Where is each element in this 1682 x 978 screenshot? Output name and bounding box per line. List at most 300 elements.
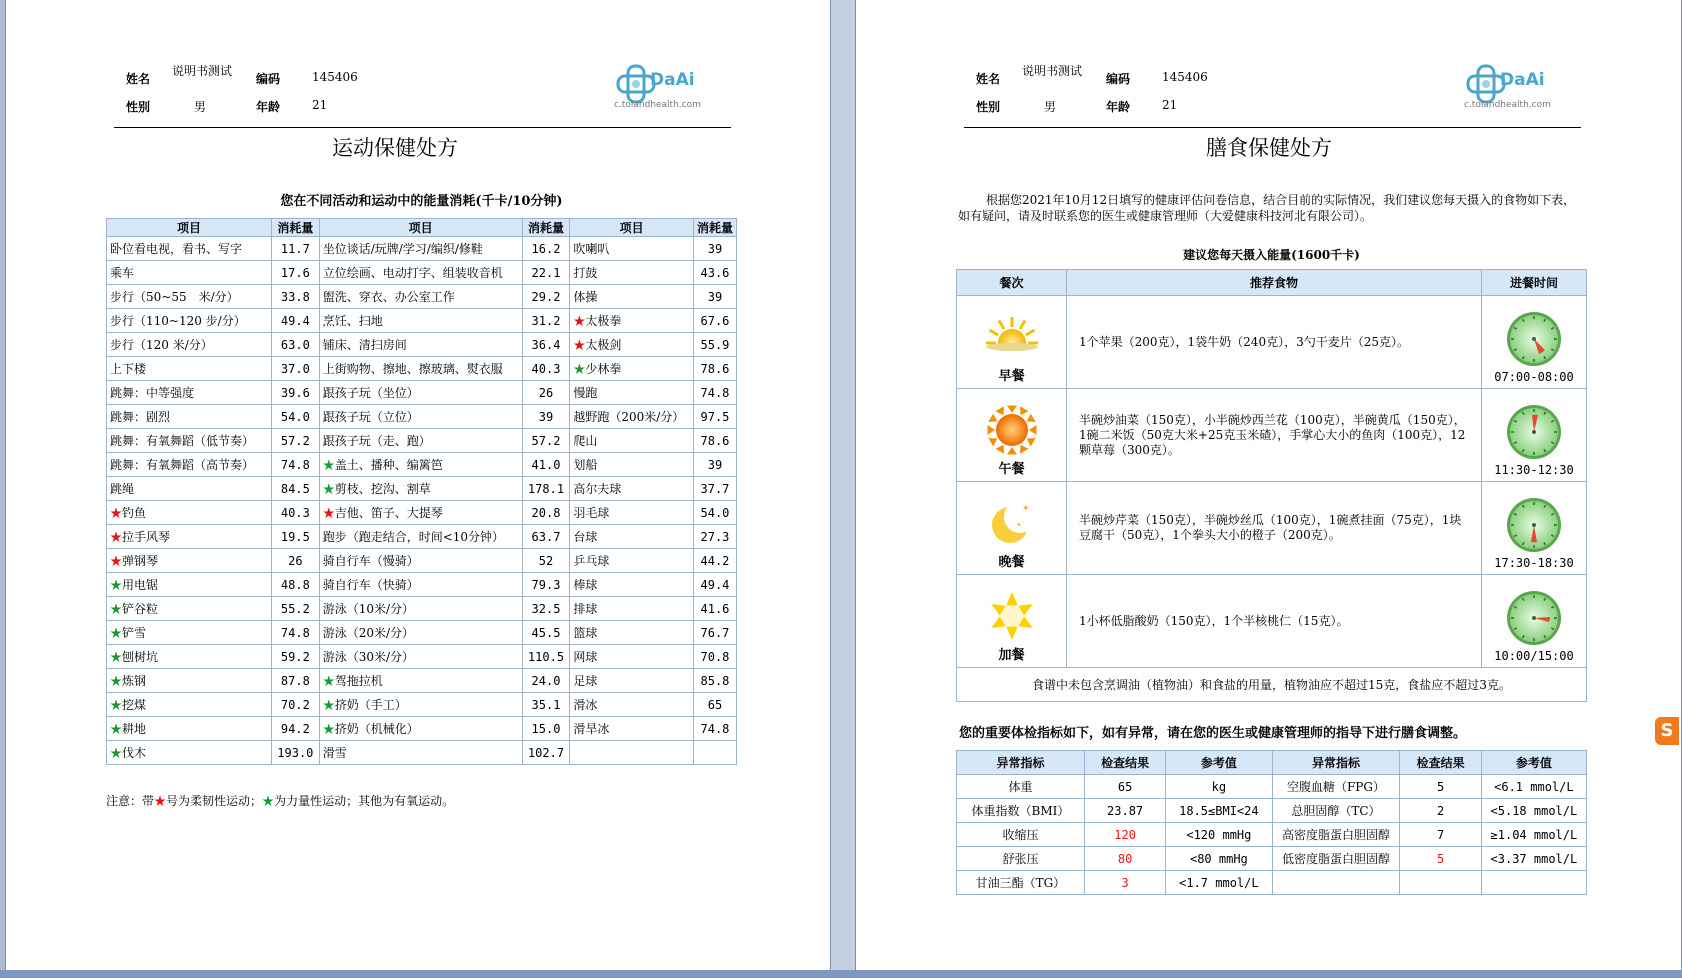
meal-cell (957, 575, 1067, 668)
activity-cell (319, 693, 522, 717)
activity-cell (107, 549, 272, 573)
indicator-name: 甘油三酯（TG） (957, 871, 1085, 895)
activity-cell (107, 741, 272, 765)
logo-text: DaAi (650, 70, 695, 90)
activity-cell (570, 549, 694, 573)
green-star-icon: ★ (322, 458, 335, 472)
energy-cost: 57.2 (272, 429, 320, 453)
energy-cost: 76.7 (693, 621, 736, 645)
energy-cost: 87.8 (272, 669, 320, 693)
energy-cost: 110.5 (522, 645, 570, 669)
col-cost: 消耗量 (522, 219, 570, 237)
indicator-reference (1481, 871, 1586, 895)
status-bar (0, 970, 1682, 978)
energy-cost: 36.4 (522, 333, 570, 357)
name-label: 姓名 (976, 72, 1001, 86)
indicator-name: 高密度脂蛋白胆固醇 (1272, 823, 1400, 847)
table-row (107, 717, 737, 741)
energy-cost: 74.8 (693, 717, 736, 741)
activity-cell (107, 429, 272, 453)
activity-name: 吉他、笛子、大提琴 (334, 506, 443, 520)
clock-icon (1505, 589, 1563, 647)
activity-name: 游泳（10米/分） (322, 602, 415, 616)
activity-cell (570, 501, 694, 525)
energy-cost: 32.5 (522, 597, 570, 621)
clock-icon (1505, 496, 1563, 554)
activity-name: 弹钢琴 (122, 554, 159, 568)
logo-url: c.tolandhealth.com (1464, 100, 1551, 110)
table-row (107, 573, 737, 597)
energy-cost (693, 741, 736, 765)
activity-cell (107, 621, 272, 645)
energy-cost: 39 (522, 405, 570, 429)
activity-name: 爬山 (573, 434, 598, 448)
red-star-icon: ★ (573, 314, 586, 328)
table-row (957, 823, 1587, 847)
activity-cell (107, 693, 272, 717)
energy-cost: 45.5 (522, 621, 570, 645)
meal-time: 07:00-08:00 (1494, 370, 1574, 384)
activity-name: 烹饪、扫地 (322, 314, 383, 328)
activity-name: 游泳（20米/分） (322, 626, 415, 640)
table-row (107, 501, 737, 525)
gender-label: 性别 (976, 100, 1001, 114)
activity-cell (570, 525, 694, 549)
activity-name: 棒球 (573, 578, 598, 592)
energy-cost: 39 (693, 285, 736, 309)
energy-subtitle: 您在不同活动和运动中的能量消耗(千卡/10分钟) (280, 194, 563, 209)
activity-cell (319, 501, 522, 525)
code-label: 编码 (256, 72, 281, 86)
activity-name: 太极拳 (585, 314, 622, 328)
activity-name: 足球 (573, 674, 598, 688)
indicator-name: 总胆固醇（TC） (1272, 799, 1400, 823)
energy-cost: 27.3 (693, 525, 736, 549)
activity-cell (319, 405, 522, 429)
col-item: 项目 (107, 219, 272, 237)
green-star-icon: ★ (573, 362, 586, 376)
table-row (107, 429, 737, 453)
activity-name: 网球 (573, 650, 598, 664)
energy-cost: 67.6 (693, 309, 736, 333)
activity-name: 上街购物、擦地、擦玻璃、熨衣服 (322, 362, 503, 376)
meal-row (957, 575, 1587, 668)
activity-cell (319, 573, 522, 597)
table-row (107, 405, 737, 429)
indicator-reference: ≥1.04 mmol/L (1481, 823, 1586, 847)
activity-cell (570, 621, 694, 645)
green-star-icon: ★ (110, 602, 123, 616)
energy-cost: 37.7 (693, 477, 736, 501)
activity-cell (107, 669, 272, 693)
age-value: 21 (1162, 98, 1178, 112)
energy-cost: 41.6 (693, 597, 736, 621)
activity-name: 体操 (573, 290, 598, 304)
energy-cost: 26 (522, 381, 570, 405)
energy-cost: 52 (522, 549, 570, 573)
meal-table (956, 269, 1587, 702)
energy-cost: 78.6 (693, 429, 736, 453)
activity-cell (570, 717, 694, 741)
activity-cell (570, 381, 694, 405)
indicator-result: 5 (1400, 775, 1481, 799)
indicator-result: 3 (1084, 871, 1165, 895)
activity-cell (570, 597, 694, 621)
activity-cell (319, 309, 522, 333)
indicator-name: 收缩压 (957, 823, 1085, 847)
activity-name: 乘车 (110, 266, 135, 280)
indicator-result: 80 (1084, 847, 1165, 871)
activity-cell (107, 261, 272, 285)
meal-cell (957, 389, 1067, 482)
indicator-header: 异常指标 (957, 751, 1085, 775)
indicator-result: 7 (1400, 823, 1481, 847)
activity-cell (107, 501, 272, 525)
gender-value: 男 (1044, 100, 1057, 114)
table-row (107, 597, 737, 621)
exercise-title: 运动保健处方 (332, 136, 458, 160)
activity-cell (570, 237, 694, 261)
green-star-icon: ★ (322, 722, 335, 736)
table-row (107, 645, 737, 669)
activity-name: 拉手风琴 (122, 530, 171, 544)
energy-cost: 48.8 (272, 573, 320, 597)
activity-name: 跑步（跑走结合，时间<10分钟） (322, 530, 505, 544)
activity-cell (570, 429, 694, 453)
meal-row (957, 296, 1587, 389)
green-star-icon: ★ (110, 698, 123, 712)
activity-name: 划船 (573, 458, 598, 472)
gender-value: 男 (194, 100, 207, 114)
energy-cost: 54.0 (272, 405, 320, 429)
activity-cell (319, 333, 522, 357)
activity-name: 卧位看电视，看书、写字 (110, 242, 243, 256)
diet-title: 膳食保健处方 (1206, 136, 1332, 160)
green-star-icon: ★ (110, 626, 123, 640)
col-cost: 消耗量 (272, 219, 320, 237)
indicator-result: 2 (1400, 799, 1481, 823)
energy-cost: 17.6 (272, 261, 320, 285)
table-row (107, 621, 737, 645)
activity-name: 游泳（30米/分） (322, 650, 415, 664)
table-row (107, 741, 737, 765)
activity-name: 太极剑 (585, 338, 622, 352)
side-app-logo[interactable]: S (1655, 717, 1679, 745)
energy-cost: 16.2 (522, 237, 570, 261)
activity-name: 跟孩子玩（坐位） (322, 386, 419, 400)
page-gap (831, 0, 855, 978)
name-value: 说明书测试 (1021, 64, 1082, 78)
activity-cell (319, 741, 522, 765)
meal-cell (957, 296, 1067, 389)
meal-cell (957, 482, 1067, 575)
note-prefix: 注意：带 (106, 794, 155, 808)
energy-cost: 33.8 (272, 285, 320, 309)
red-star-icon: ★ (110, 554, 123, 568)
table-row (107, 669, 737, 693)
activity-name: 台球 (573, 530, 598, 544)
energy-cost: 35.1 (522, 693, 570, 717)
green-star-icon: ★ (262, 794, 275, 808)
energy-cost: 84.5 (272, 477, 320, 501)
activity-cell (570, 645, 694, 669)
food-recommendation: 半碗炒芹菜（150克），半碗炒丝瓜（100克），1碗煮挂面（75克），1块豆腐干（50克），1个拳头大小的橙子（200克）。 (1067, 482, 1482, 575)
activity-name: 滑旱冰 (573, 722, 610, 736)
note-green: 为力量性运动；其他为有氧运动。 (274, 794, 455, 808)
indicator-header: 检查结果 (1084, 751, 1165, 775)
energy-cost: 22.1 (522, 261, 570, 285)
star-burst-icon (982, 590, 1042, 642)
red-star-icon: ★ (322, 506, 335, 520)
table-header-row (107, 219, 737, 237)
energy-cost: 40.3 (272, 501, 320, 525)
energy-cost: 39.6 (272, 381, 320, 405)
table-row (957, 775, 1587, 799)
energy-cost: 102.7 (522, 741, 570, 765)
activity-name: 盖土、播种、编篱笆 (334, 458, 443, 472)
energy-cost: 43.6 (693, 261, 736, 285)
energy-cost: 59.2 (272, 645, 320, 669)
activity-cell (107, 597, 272, 621)
energy-cost: 11.7 (272, 237, 320, 261)
energy-cost: 19.5 (272, 525, 320, 549)
activity-cell (319, 549, 522, 573)
red-star-icon: ★ (110, 506, 123, 520)
meal-row (957, 482, 1587, 575)
activity-name: 少林拳 (585, 362, 622, 376)
activity-name: 驾拖拉机 (334, 674, 383, 688)
energy-cost: 39 (693, 237, 736, 261)
meal-time-cell (1482, 482, 1587, 575)
food-recommendation: 1小杯低脂酸奶（150克），1个半核桃仁（15克）。 (1067, 575, 1482, 668)
activity-name: 钓鱼 (122, 506, 147, 520)
green-star-icon: ★ (110, 674, 123, 688)
activity-cell (570, 261, 694, 285)
activity-name: 铲雪 (122, 626, 147, 640)
energy-cost: 37.0 (272, 357, 320, 381)
activity-name: 盥洗、穿衣、办公室工作 (322, 290, 455, 304)
activity-cell (319, 357, 522, 381)
energy-cost: 55.2 (272, 597, 320, 621)
energy-cost: 74.8 (272, 621, 320, 645)
meal-time-cell (1482, 296, 1587, 389)
table-row (107, 549, 737, 573)
green-star-icon: ★ (110, 722, 123, 736)
table-row (107, 381, 737, 405)
sun-icon (982, 404, 1042, 456)
activity-name: 挖煤 (122, 698, 147, 712)
diet-intro (958, 192, 1578, 224)
activity-cell (107, 477, 272, 501)
indicator-reference: <1.7 mmol/L (1166, 871, 1272, 895)
activity-cell (319, 477, 522, 501)
indicator-name: 体重指数（BMI） (957, 799, 1085, 823)
green-star-icon: ★ (322, 674, 335, 688)
indicator-reference: <3.37 mmol/L (1481, 847, 1586, 871)
activity-cell (107, 525, 272, 549)
table-row (107, 477, 737, 501)
clock-icon (1505, 403, 1563, 461)
activity-name: 跟孩子玩（立位） (322, 410, 419, 424)
meal-time: 11:30-12:30 (1494, 463, 1574, 477)
activity-cell (570, 453, 694, 477)
activity-cell (319, 261, 522, 285)
activity-name: 刨树坑 (122, 650, 159, 664)
activity-name: 羽毛球 (573, 506, 610, 520)
meal-name: 午餐 (998, 462, 1025, 477)
indicator-reference: <5.18 mmol/L (1481, 799, 1586, 823)
energy-cost: 65 (693, 693, 736, 717)
indicator-result: 65 (1084, 775, 1165, 799)
energy-cost: 178.1 (522, 477, 570, 501)
energy-cost: 29.2 (522, 285, 570, 309)
exercise-note (106, 792, 454, 809)
header-divider (114, 127, 731, 128)
col-cost: 消耗量 (693, 219, 736, 237)
meal-time-cell (1482, 575, 1587, 668)
activity-cell (570, 285, 694, 309)
name-value: 说明书测试 (171, 64, 232, 78)
green-star-icon: ★ (322, 482, 335, 496)
activity-cell (319, 285, 522, 309)
activity-cell (319, 597, 522, 621)
activity-cell (107, 405, 272, 429)
activity-cell (570, 693, 694, 717)
table-header-row (957, 751, 1587, 775)
name-label: 姓名 (126, 72, 151, 86)
activity-cell (107, 285, 272, 309)
indicator-name: 低密度脂蛋白胆固醇 (1272, 847, 1400, 871)
indicator-result: 5 (1400, 847, 1481, 871)
activity-name: 伐木 (122, 746, 147, 760)
table-row (107, 309, 737, 333)
col-meal: 餐次 (957, 270, 1067, 296)
energy-cost: 40.3 (522, 357, 570, 381)
activity-cell (107, 309, 272, 333)
indicator-header: 参考值 (1481, 751, 1586, 775)
activity-cell (107, 573, 272, 597)
activity-name: 用电锯 (122, 578, 159, 592)
energy-cost: 74.8 (272, 453, 320, 477)
activity-cell (319, 645, 522, 669)
activity-name: 挤奶（手工） (334, 698, 407, 712)
activity-cell (107, 381, 272, 405)
indicator-name: 舒张压 (957, 847, 1085, 871)
energy-cost: 26 (272, 549, 320, 573)
energy-cost: 41.0 (522, 453, 570, 477)
brand-logo (586, 62, 718, 114)
activity-cell (319, 453, 522, 477)
table-row (107, 333, 737, 357)
activity-name: 挤奶（机械化） (334, 722, 419, 736)
logo-url: c.tolandhealth.com (614, 100, 701, 110)
activity-cell (570, 333, 694, 357)
red-star-icon: ★ (154, 794, 167, 808)
indicator-reference: 18.5≤BMI<24 (1166, 799, 1272, 823)
energy-cost: 49.4 (693, 573, 736, 597)
meal-row (957, 389, 1587, 482)
food-recommendation: 半碗炒油菜（150克），小半碗炒西兰花（100克），半碗黄瓜（150克），1碗二米饭（50克大米+25克玉米碴），手掌心大小的鱼肉（100克），12颗草莓（300克）。 (1067, 389, 1482, 482)
food-recommendation: 1个苹果（200克），1袋牛奶（240克），3勺干麦片（25克）。 (1067, 296, 1482, 389)
energy-cost: 97.5 (693, 405, 736, 429)
green-star-icon: ★ (110, 578, 123, 592)
indicators-table (956, 750, 1587, 895)
meal-name: 早餐 (998, 369, 1025, 384)
activity-name: 排球 (573, 602, 598, 616)
activity-cell (319, 429, 522, 453)
oil-salt-note: 食谱中未包含烹调油（植物油）和食盐的用量，植物油应不超过15克，食盐应不超过3克。 (957, 668, 1587, 702)
age-label: 年龄 (256, 100, 281, 114)
age-label: 年龄 (1106, 100, 1131, 114)
energy-cost: 63.7 (522, 525, 570, 549)
energy-cost: 49.4 (272, 309, 320, 333)
activity-name: 铲谷粒 (122, 602, 159, 616)
energy-cost: 15.0 (522, 717, 570, 741)
activity-name: 滑冰 (573, 698, 598, 712)
activity-name: 吹喇叭 (573, 242, 610, 256)
meal-time-cell (1482, 389, 1587, 482)
activity-name: 乒乓球 (573, 554, 610, 568)
energy-cost: 54.0 (693, 501, 736, 525)
code-value: 145406 (1162, 70, 1208, 84)
activity-name: 跳舞：中等强度 (110, 386, 195, 400)
activity-name: 步行（110~120 步/分） (110, 314, 246, 328)
meal-name: 晚餐 (998, 555, 1025, 570)
indicator-result (1400, 871, 1481, 895)
indicator-reference: <120 mmHg (1166, 823, 1272, 847)
activity-cell (570, 405, 694, 429)
activity-name: 步行（120 米/分） (110, 338, 213, 352)
activity-name: 步行（50~55 米/分） (110, 290, 239, 304)
activity-cell (107, 717, 272, 741)
svg-text:✦: ✦ (1021, 504, 1030, 514)
table-row (107, 693, 737, 717)
indicator-reference: <80 mmHg (1166, 847, 1272, 871)
red-star-icon: ★ (573, 338, 586, 352)
energy-cost: 70.2 (272, 693, 320, 717)
brand-logo (1436, 62, 1568, 114)
green-star-icon: ★ (110, 650, 123, 664)
activity-cell (319, 717, 522, 741)
energy-cost: 70.8 (693, 645, 736, 669)
col-food: 推荐食物 (1067, 270, 1482, 296)
activity-cell (319, 669, 522, 693)
energy-cost: 79.3 (522, 573, 570, 597)
energy-cost: 24.0 (522, 669, 570, 693)
col-item: 项目 (570, 219, 694, 237)
moon-icon (982, 497, 1042, 549)
energy-cost: 63.0 (272, 333, 320, 357)
activity-cell (107, 333, 272, 357)
activity-cell (570, 741, 694, 765)
table-row (957, 799, 1587, 823)
activity-name: 跟孩子玩（走、跑） (322, 434, 431, 448)
energy-cost: 57.2 (522, 429, 570, 453)
activity-name: 滑雪 (322, 746, 347, 760)
indicator-result: 120 (1084, 823, 1165, 847)
energy-title: 建议您每天摄入能量(1600千卡) (1183, 248, 1360, 262)
activity-name: 篮球 (573, 626, 598, 640)
red-star-icon: ★ (110, 530, 123, 544)
table-header-row (957, 270, 1587, 296)
activity-cell (570, 573, 694, 597)
header-divider (964, 127, 1581, 128)
activity-name: 慢跑 (573, 386, 598, 400)
indicator-name (1272, 871, 1400, 895)
table-row (107, 237, 737, 261)
svg-text:✦: ✦ (1015, 521, 1022, 529)
activity-cell (319, 237, 522, 261)
